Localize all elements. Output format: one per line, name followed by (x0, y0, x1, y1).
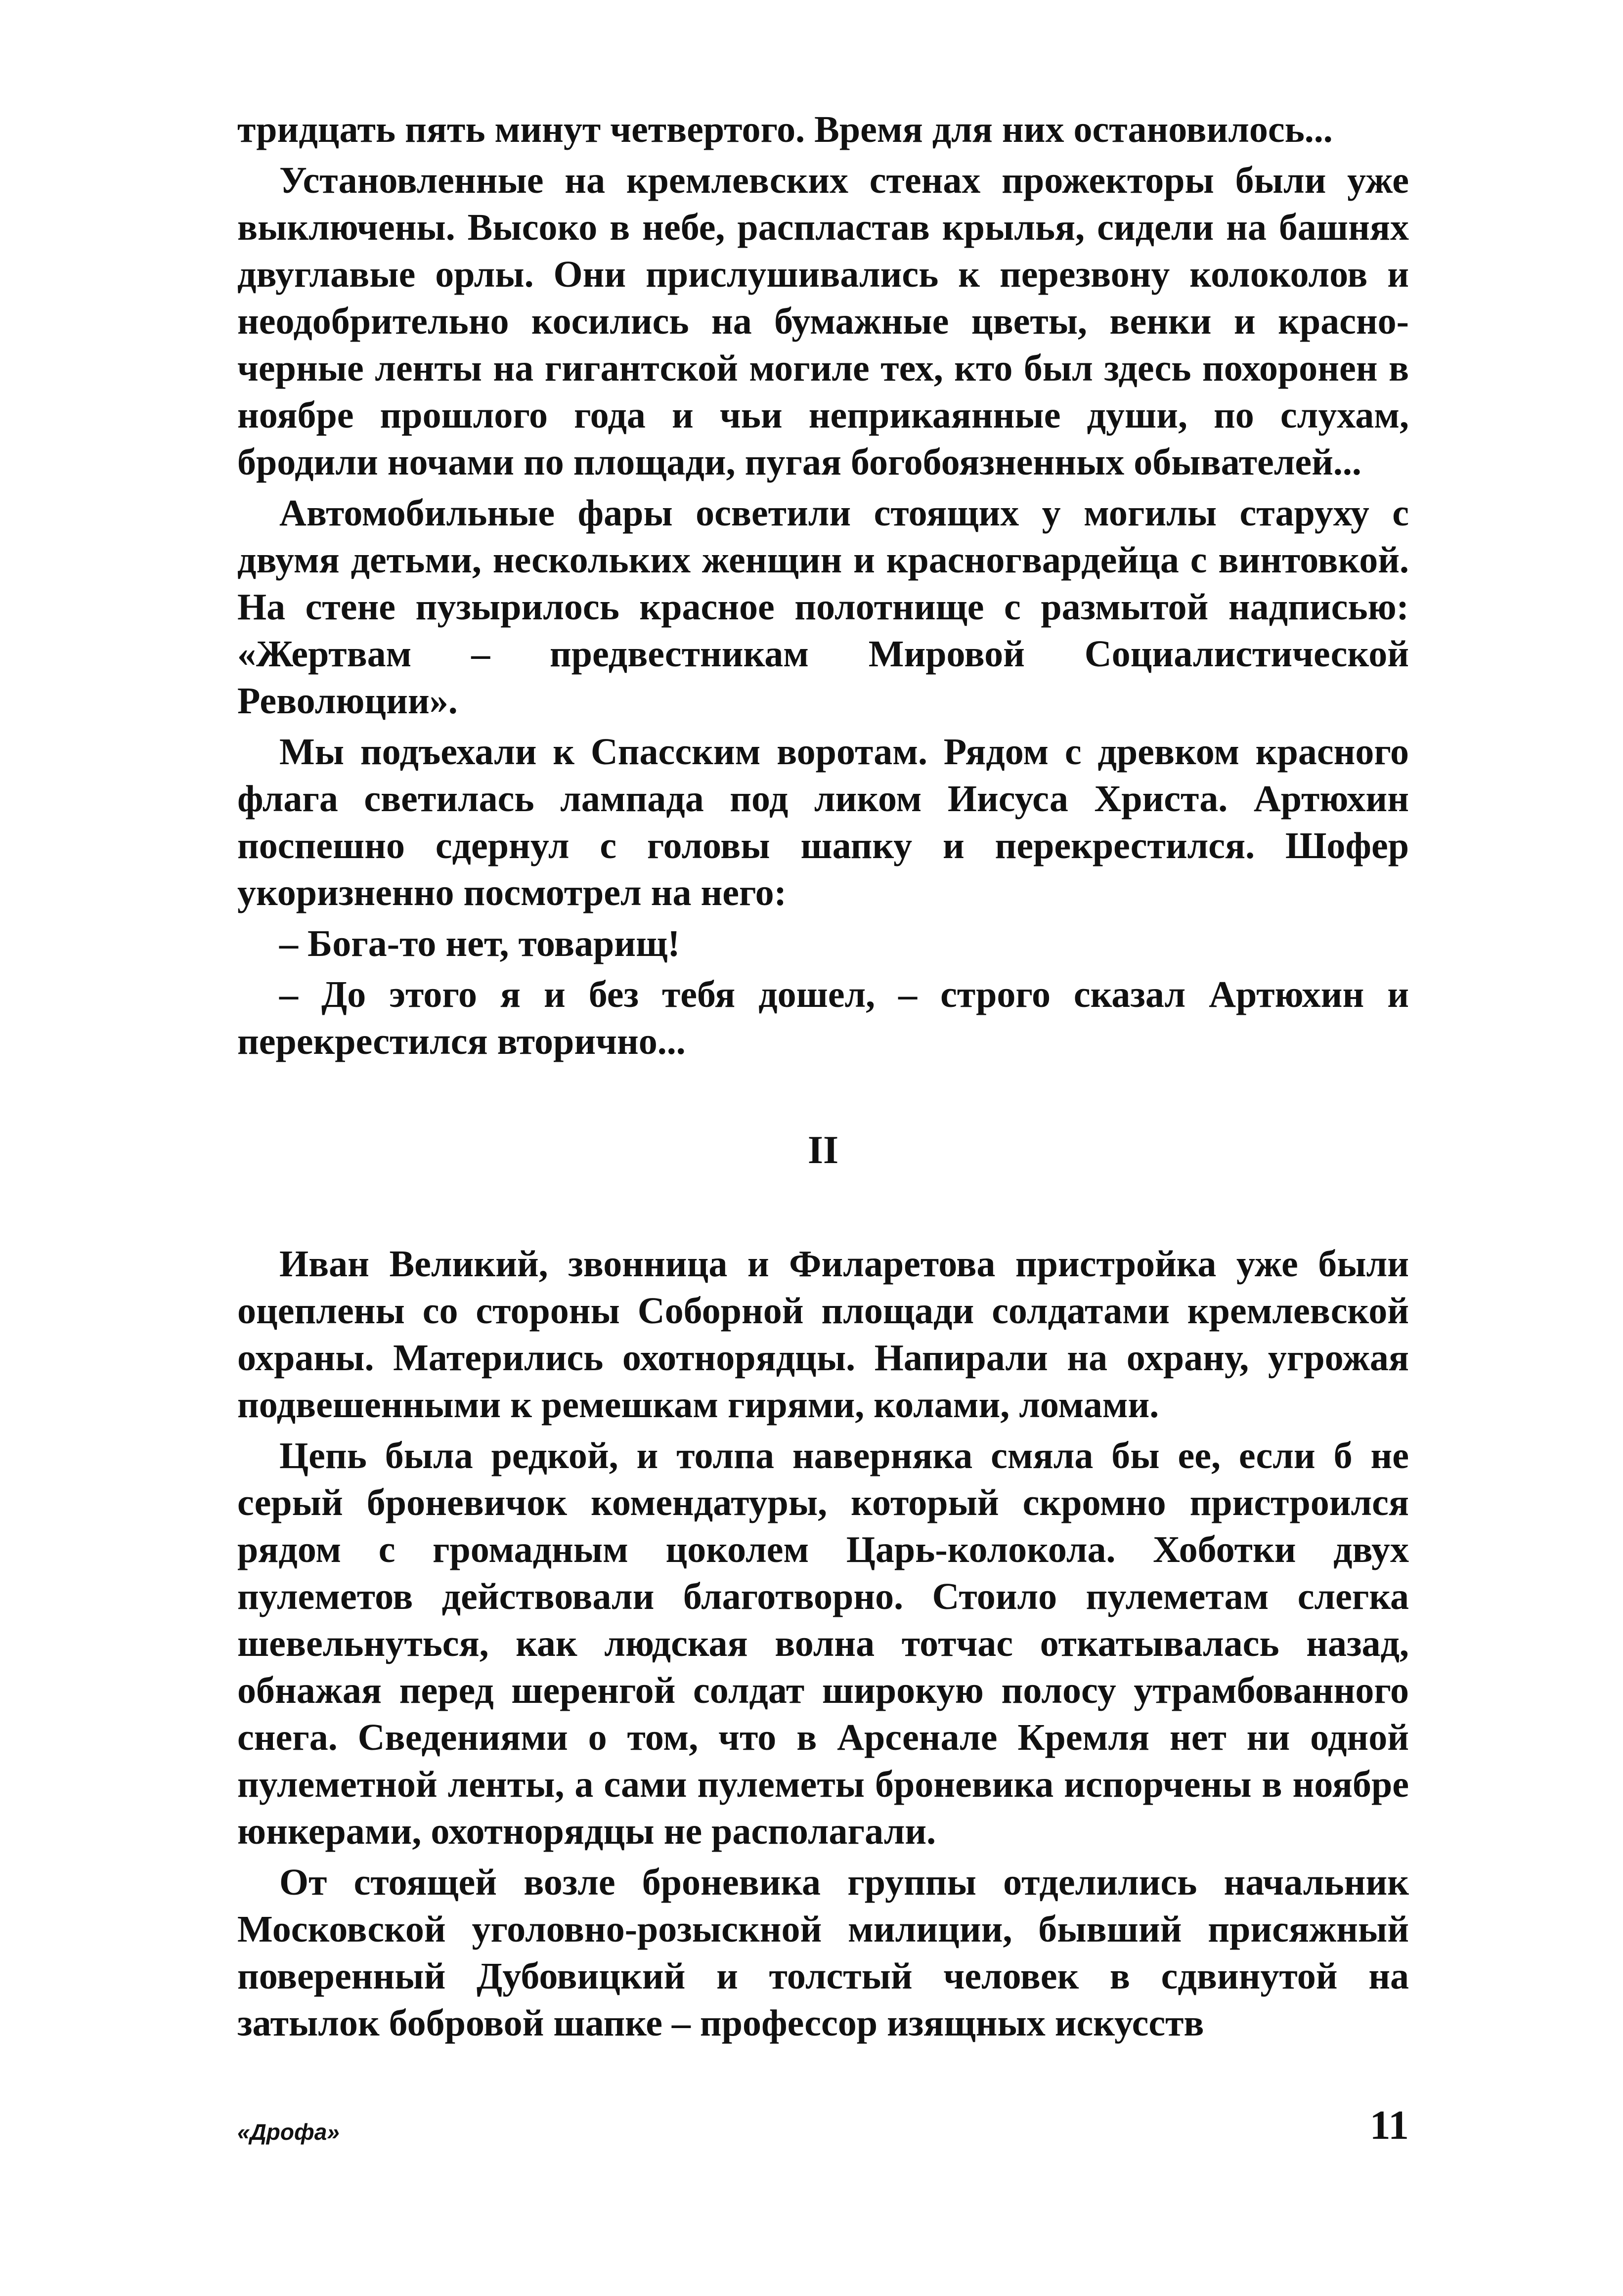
book-page (237, 106, 1409, 2047)
paragraph: Автомобильные фары осветили стоящих у могилы старуху с двумя детьми, нескольких женщин и красногвардейца с винтовкой. На стене пузырилось красное полотнище с размытой надписью: «Жертвам – предвестникам Мировой Социалистической Революции». (237, 492, 1409, 722)
text-before-heading (237, 106, 1409, 1065)
text-after-heading (237, 1241, 1409, 2047)
paragraph: Мы подъехали к Спасским воротам. Рядом с древком красного флага светилась лампада под ликом Иисуса Христа. Артюхин поспешно сдернул с головы шапку и перекрестился. Шофер укоризненно посмотрел на него: (237, 731, 1409, 913)
paragraph: Иван Великий, звонница и Филаретова пристройка уже были оцеплены со стороны Соборной площади солдатами кремлевской охраны. Матерились охотнорядцы. Напирали на охрану, угрожая подвешенными к ремешкам гирями, колами, ломами. (237, 1243, 1409, 1426)
paragraph: – Бога-то нет, товарищ! (279, 923, 680, 964)
page-number: 11 (1369, 2102, 1409, 2148)
paragraph: Установленные на кремлевских стенах прожекторы были уже выключены. Высоко в небе, распластав крылья, сидели на башнях двуглавые орлы. Они прислушивались к перезвону колоколов и неодобрительно косились на бумажные цветы, венки и красно-черные ленты на гигантской могиле тех, кто был здесь похоронен в ноябре прошлого года и чьи неприкаянные души, по слухам, бродили ночами по площади, пугая богобоязненных обывателей... (237, 160, 1409, 483)
paragraph: Цепь была редкой, и толпа наверняка смяла бы ее, если б не серый броневичок комендатуры, который скромно пристроился рядом с громадным цоколем Царь-колокола. Хоботки двух пулеметов действовали благотворно. Стоило пулеметам слегка шевельнуться, как людская волна тотчас откатывалась назад, обнажая перед шеренгой солдат широкую полосу утрамбованного снега. Сведениями о том, что в Арсенале Кремля нет ни одной пулеметной ленты, а сами пулеметы броневика испорчены в ноябре юнкерами, охотнорядцы не располагали. (237, 1435, 1409, 1852)
page-footer (237, 2095, 1409, 2149)
paragraph: От стоящей возле броневика группы отделились начальник Московской уголовно-розыскной милиции, бывший присяжный поверенный Дубовицкий и толстый человек в сдвинутой на затылок бобровой шапке – профессор изящных искусств (237, 1862, 1409, 2044)
chapter-heading: II (807, 1128, 839, 1172)
paragraph: – До этого я и без тебя дошел, – строго сказал Артюхин и перекрестился вторично... (237, 974, 1409, 1062)
publisher-mark: «Дрофа» (237, 2119, 340, 2145)
paragraph: тридцать пять минут четвертого. Время для них остановилось... (237, 109, 1333, 150)
